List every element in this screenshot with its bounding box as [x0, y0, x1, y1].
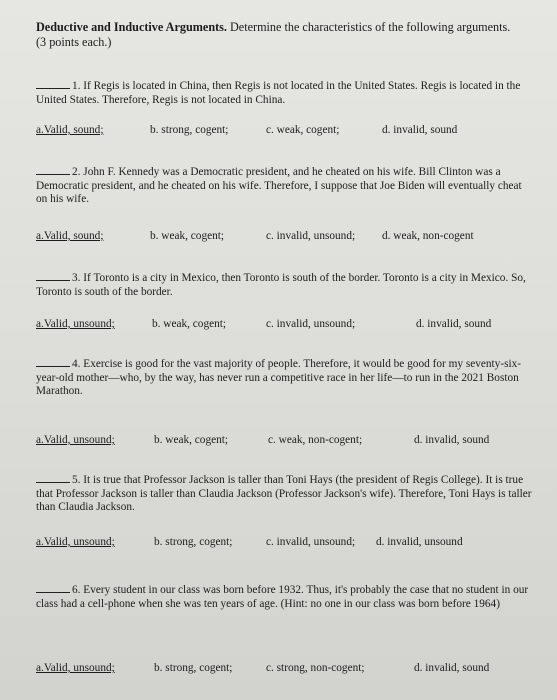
question-text: 2. John F. Kennedy was a Democratic president, and he cheated on his wife. Bill Clinton was a Democratic president, and he cheated on his wife. Therefore, I suppose that Joe Biden will eventually cheat on his wife. [36, 166, 522, 205]
question-2-options [36, 230, 536, 244]
option-a[interactable]: a.Valid, unsound; [36, 318, 115, 330]
option-d[interactable]: d. weak, non-cogent [382, 230, 474, 242]
option-b[interactable]: b. strong, cogent; [154, 536, 233, 548]
question-3 [36, 272, 534, 299]
question-2 [36, 166, 534, 207]
option-c[interactable]: c. weak, non-cogent; [268, 434, 363, 446]
question-3-options [36, 318, 536, 332]
question-1-options [36, 124, 536, 138]
question-6 [36, 584, 534, 611]
section-title: Deductive and Inductive Arguments. [36, 20, 227, 34]
answer-blank[interactable] [36, 482, 70, 483]
option-d[interactable]: d. invalid, sound [382, 124, 458, 136]
instructions-text: Determine the characteristics of the following arguments. [226, 20, 511, 34]
question-4-options [36, 434, 536, 448]
question-4 [36, 358, 534, 399]
option-c[interactable]: c. strong, non-cogent; [266, 662, 365, 674]
points-note: (3 points each.) [36, 35, 112, 49]
question-text: 4. Exercise is good for the vast majority of people. Therefore, it would be good for my seventy-six-year-old mother—who, by the way, has never run a competitive race in her life—to run in the 2021 Boston Marathon. [36, 358, 522, 397]
option-c[interactable]: c. invalid, unsound; [266, 318, 356, 330]
option-b[interactable]: b. strong, cogent; [150, 124, 229, 136]
answer-blank[interactable] [36, 366, 70, 367]
option-b[interactable]: b. strong, cogent; [154, 662, 233, 674]
option-d[interactable]: d. invalid, sound [416, 318, 492, 330]
answer-blank[interactable] [36, 174, 70, 175]
question-6-options [36, 662, 536, 676]
question-5-options [36, 536, 536, 550]
option-a[interactable]: a.Valid, sound; [36, 124, 104, 136]
answer-blank[interactable] [36, 592, 70, 593]
question-text: 5. It is true that Professor Jackson is taller than Toni Hays (the president of Regis College). It is true that Professor Jackson is taller than Claudia Jackson (Professor Jackson's wife). Therefore, Toni Hays is taller than Claudia Jackson. [36, 474, 532, 513]
option-d[interactable]: d. invalid, sound [414, 434, 490, 446]
question-1 [36, 80, 534, 107]
question-5 [36, 474, 534, 515]
option-d[interactable]: d. invalid, unsound [376, 536, 463, 548]
question-text: 1. If Regis is located in China, then Regis is not located in the United States. Regis is located in the United States. Therefore, Regis is not located in China. [36, 80, 521, 106]
option-c[interactable]: c. invalid, unsound; [266, 230, 356, 242]
option-b[interactable]: b. weak, cogent; [152, 318, 227, 330]
option-a[interactable]: a.Valid, unsound; [36, 662, 115, 674]
option-a[interactable]: a.Valid, sound; [36, 230, 104, 242]
option-d[interactable]: d. invalid, sound [414, 662, 490, 674]
worksheet-header [36, 20, 536, 50]
option-b[interactable]: b. weak, cogent; [150, 230, 225, 242]
question-text: 6. Every student in our class was born before 1932. Thus, it's probably the case that no student in our class had a cell-phone when she was ten years of age. (Hint: no one in our class was born before 1964) [36, 584, 529, 610]
option-b[interactable]: b. weak, cogent; [154, 434, 229, 446]
answer-blank[interactable] [36, 88, 70, 89]
answer-blank[interactable] [36, 280, 70, 281]
option-a[interactable]: a.Valid, unsound; [36, 536, 115, 548]
option-a[interactable]: a.Valid, unsound; [36, 434, 115, 446]
question-text: 3. If Toronto is a city in Mexico, then Toronto is south of the border. Toronto is a city in Mexico. So, Toronto is south of the border. [36, 272, 526, 298]
option-c[interactable]: c. weak, cogent; [266, 124, 340, 136]
option-c[interactable]: c. invalid, unsound; [266, 536, 356, 548]
